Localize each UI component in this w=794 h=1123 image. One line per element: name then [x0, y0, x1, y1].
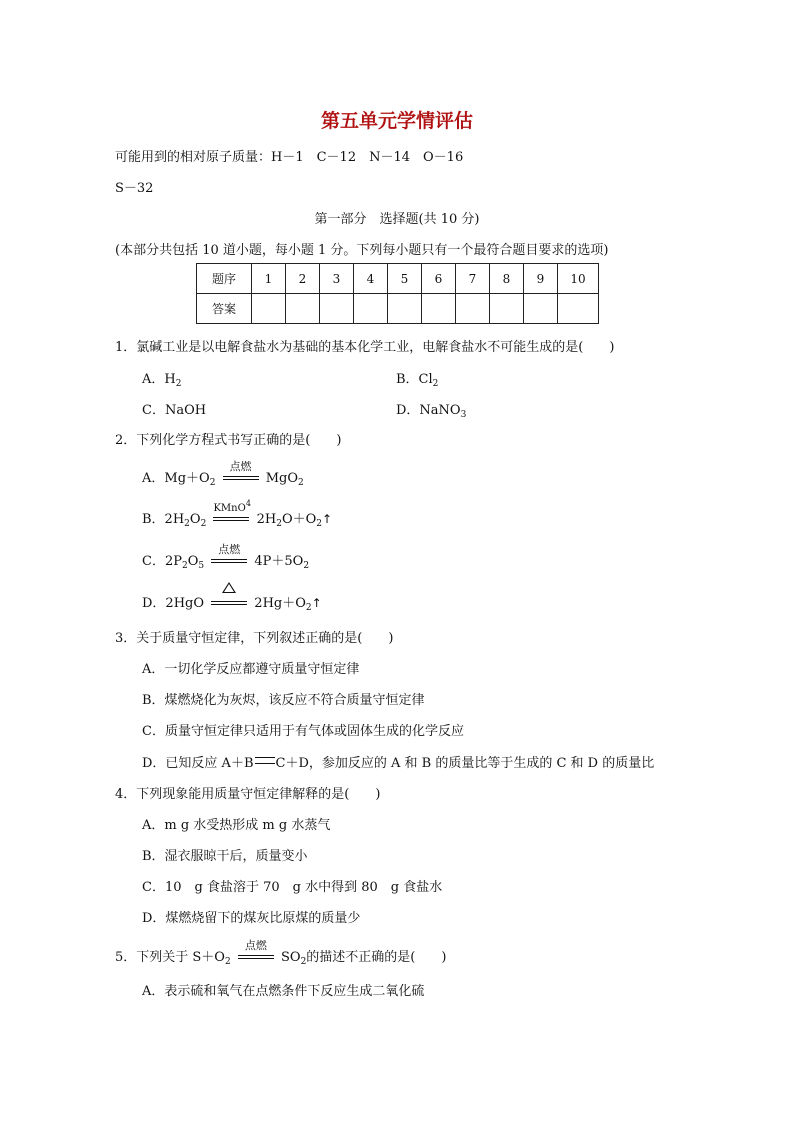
answer-table-number: 4	[354, 264, 388, 294]
answer-table-number: 10	[558, 264, 599, 294]
reaction-condition-arrow: 点燃	[211, 557, 247, 567]
answer-cell[interactable]	[558, 294, 599, 324]
gas-up-arrow: ↑	[322, 512, 333, 526]
reaction-condition-arrow: KMnO$^4$	[213, 515, 249, 525]
question-2-option-a: A．$Mg+O_2$ 点燃 MgO$_2$	[142, 460, 304, 488]
equals-sign	[255, 757, 275, 764]
atomic-mass-line-2: S－32	[115, 181, 154, 196]
question-5-option-a: A．表示硫和氧气在点燃条件下反应生成二氧化硫	[142, 984, 425, 999]
answer-table-number: 5	[388, 264, 422, 294]
answer-table-answer-label: 答案	[197, 294, 252, 324]
question-2-option-b: B．$2H_2O_2$ KMnO$^4$ $2H_2O+O_2↑$	[142, 499, 333, 529]
answer-cell[interactable]	[490, 294, 524, 324]
answer-table-number: 3	[320, 264, 354, 294]
answer-cell[interactable]	[524, 294, 558, 324]
question-4-stem: 4．下列现象能用质量守恒定律解释的是( )	[115, 787, 381, 802]
answer-cell[interactable]	[422, 294, 456, 324]
question-1-option-c: C．NaOH	[142, 403, 207, 418]
section-note: (本部分共包括 10 道小题，每小题 1 分。下列每小题只有一个最符合题目要求的选项)	[115, 243, 609, 258]
answer-cell[interactable]	[286, 294, 320, 324]
page-title: 第五单元学情评估	[320, 110, 473, 132]
heating-condition-arrow	[211, 599, 247, 609]
answer-table-answer-row	[197, 294, 599, 324]
gas-up-arrow: ↑	[311, 596, 322, 610]
question-3-option-a: A．一切化学反应都遵守质量守恒定律	[142, 662, 360, 677]
answer-table	[196, 263, 599, 324]
answer-table-number: 8	[490, 264, 524, 294]
answer-table-number: 1	[252, 264, 286, 294]
question-1-stem: 1．氯碱工业是以电解食盐水为基础的基本化学工业，电解食盐水不可能生成的是( )	[115, 340, 615, 355]
section-title: 第一部分 选择题(共 10 分)	[314, 212, 480, 227]
question-3-option-d: D．已知反应 A＋B C＋D，参加反应的 A 和 B 的质量比等于生成的 C 和 D 的质量比	[142, 756, 655, 771]
question-1-option-a: A．$H_2$	[142, 372, 182, 389]
atomic-mass-line-1: 可能用到的相对原子质量：H－1 C－12 N－14 O－16	[115, 150, 464, 165]
answer-table-header: 题序	[197, 264, 252, 294]
answer-cell[interactable]	[320, 294, 354, 324]
answer-table-number: 6	[422, 264, 456, 294]
answer-cell[interactable]	[456, 294, 490, 324]
answer-table-number: 9	[524, 264, 558, 294]
answer-cell[interactable]	[354, 294, 388, 324]
question-2-stem: 2．下列化学方程式书写正确的是( )	[115, 433, 342, 448]
question-3-stem: 3．关于质量守恒定律，下列叙述正确的是( )	[115, 631, 394, 646]
reaction-condition-arrow: 点燃	[238, 953, 274, 963]
answer-table-header-row	[197, 264, 599, 294]
question-5-stem: 5．下列关于 $S+O_2$ 点燃 $SO_2$的描述不正确的是( )	[115, 939, 447, 967]
question-4-option-a: A．m g 水受热形成 m g 水蒸气	[142, 818, 331, 833]
question-4-option-b: B．湿衣服晾干后，质量变小	[142, 849, 308, 864]
question-3-option-c: C．质量守恒定律只适用于有气体或固体生成的化学反应	[142, 724, 464, 739]
question-4-option-d: D．煤燃烧留下的煤灰比原煤的质量少	[142, 911, 361, 926]
question-2-option-d: D．2HgO $2Hg+O_2↑$	[142, 592, 322, 613]
question-2-option-c: C．$2P_2O_5$ 点燃 $4P+5O_2$	[142, 543, 310, 571]
answer-table-number: 2	[286, 264, 320, 294]
question-1-option-b: B．$Cl_2$	[396, 372, 439, 389]
question-4-option-c: C．10 g 食盐溶于 70 g 水中得到 80 g 食盐水	[142, 880, 443, 895]
answer-table-number: 7	[456, 264, 490, 294]
reaction-condition-arrow: 点燃	[223, 474, 259, 484]
answer-cell[interactable]	[388, 294, 422, 324]
question-1-option-d: D．NaNO$_3$	[396, 403, 467, 420]
heating-triangle-icon	[222, 582, 236, 593]
question-3-option-b: B．煤燃烧化为灰烬，该反应不符合质量守恒定律	[142, 693, 425, 708]
answer-cell[interactable]	[252, 294, 286, 324]
